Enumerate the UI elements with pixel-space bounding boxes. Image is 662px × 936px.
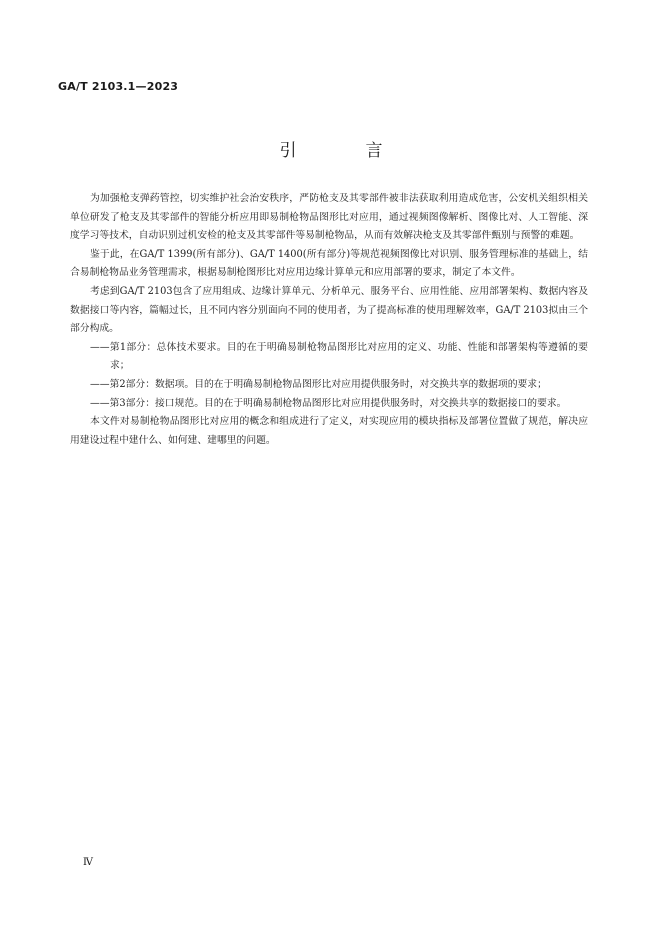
part-item-2: ——第2部分：数据项。目的在于明确易制枪物品图形比对应用提供服务时，对交换共享的数据项的要求；	[90, 378, 547, 390]
document-body	[70, 190, 588, 450]
intro-paragraph-2: 鉴于此，在GA/T 1399(所有部分)、GA/T 1400(所有部分)等规范视频图像比对识别、服务管理标准的基础上，结合易制枪物品业务管理需求，根据易制枪图形比对应用边缘计算单元和应用部署的要求，制定了本文件。	[70, 248, 588, 279]
section-title: 引 言	[279, 141, 409, 161]
intro-paragraph-1: 为加强枪支弹药管控，切实维护社会治安秩序，严防枪支及其零部件被非法获取利用造成危害，公安机关组织相关单位研发了枪支及其零部件的智能分析应用即易制枪物品图形比对应用，通过视频图像解析、图像比对、人工智能、深度学习等技术，自动识别过机安检的枪支及其零部件等易制枪物品，从而有效解决枪支及其零部件甄别与预警的难题。	[70, 193, 588, 242]
closing-paragraph: 本文件对易制枪物品图形比对应用的概念和组成进行了定义，对实现应用的模块指标及部署位置做了规范，解决应用建设过程中建什么、如何建、建哪里的问题。	[70, 416, 588, 446]
page-number: Ⅳ	[83, 857, 93, 868]
part-item-1: ——第1部分：总体技术要求。目的在于明确易制枪物品图形比对应用的定义、功能、性能和部署架构等遵循的要求；	[90, 341, 588, 372]
standard-identifier: GA/T 2103.1—2023	[58, 80, 179, 93]
intro-paragraph-3: 考虑到GA/T 2103包含了应用组成、边缘计算单元、分析单元、服务平台、应用性能、应用部署架构、数据内容及数据接口等内容，篇幅过长，且不同内容分别面向不同的使用者，为了提高标准的使用理解效率，GA/T 2103拟由三个部分构成。	[70, 285, 588, 335]
part-item-3: ——第3部分：接口规范。目的在于明确易制枪物品图形比对应用提供服务时，对交换共享的数据接口的要求。	[90, 397, 567, 409]
